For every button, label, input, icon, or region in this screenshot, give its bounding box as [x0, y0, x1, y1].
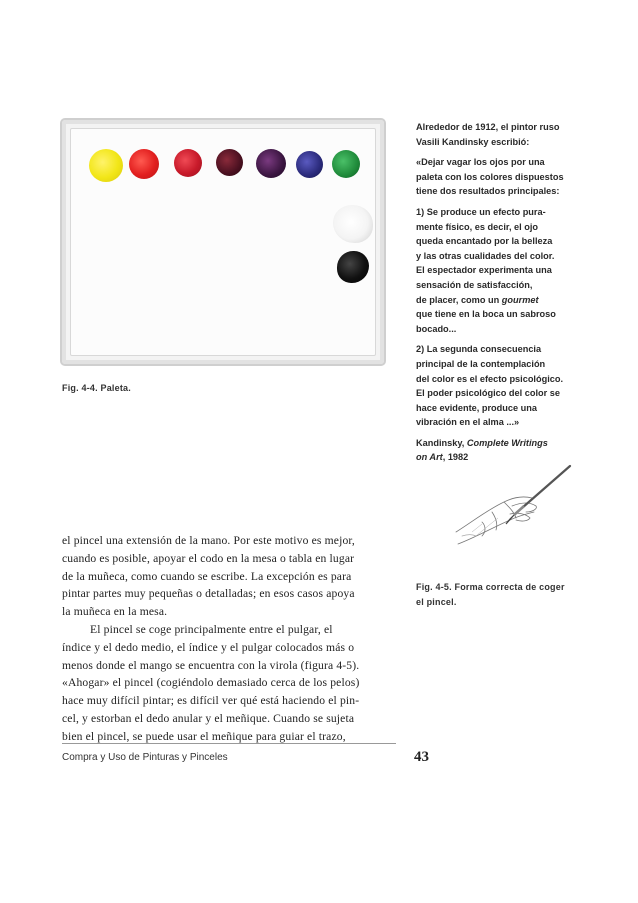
quote-source — [416, 436, 581, 465]
quote-c-line: principal de la contemplación — [416, 358, 546, 369]
source-title-1: Complete Writings — [466, 437, 548, 448]
paint-white — [333, 205, 373, 243]
text-line: menos donde el mango se encuentra con la virola (figura 4-5). — [62, 658, 360, 672]
quote-b-line: que tiene en la boca un sabroso — [416, 309, 556, 320]
hand-caption-line-2: el pincel. — [416, 597, 457, 607]
source-author: Kandinsky, — [416, 437, 467, 448]
quote-b-line: 1) Se produce un efecto pura- — [416, 206, 546, 217]
intro-line-1: Alrededor de 1912, el pintor ruso — [416, 122, 560, 132]
text-line: El pincel se coge principalmente entre el pulgar, el — [90, 622, 333, 636]
page-number: 43 — [414, 749, 429, 765]
paragraph-1 — [62, 532, 394, 621]
quote-intro — [416, 120, 581, 149]
intro-line-2: Vasili Kandinsky escribió: — [416, 136, 530, 147]
quote-b-line: de placer, como un — [416, 294, 502, 305]
quote-b-line: sensación de satisfacción, — [416, 279, 533, 290]
quote-point-1 — [416, 205, 581, 336]
quote-b-line: y las otras cualidades del color. — [416, 250, 555, 261]
quote-b-line: mente físico, es decir, el ojo — [416, 221, 539, 232]
quote-a-line: tiene dos resultados principales: — [416, 186, 560, 197]
quote-point-2 — [416, 342, 581, 430]
paint-red — [129, 149, 159, 179]
source-year: , 1982 — [442, 452, 469, 463]
footer-rule — [62, 743, 396, 744]
palette-caption: Fig. 4-4. Paleta. — [62, 383, 131, 393]
source-title-2: on Art — [416, 452, 443, 463]
paint-blue — [296, 151, 323, 178]
text-line: de la muñeca, como cuando se escribe. La excepción es para — [62, 569, 352, 583]
paint-yellow — [89, 149, 123, 182]
quote-c-line: vibración en el alma ...» — [416, 417, 520, 428]
hand-caption-line-1: Fig. 4-5. Forma correcta de coger — [416, 582, 565, 592]
text-line: hace muy difícil pintar; es difícil ver qué está haciendo el pin- — [62, 694, 360, 708]
text-line: «Ahogar» el pincel (cogiéndolo demasiado cerca de los pelos) — [62, 676, 360, 690]
text-line: bien el pincel, se puede usar el meñique para guiar el trazo, — [62, 729, 346, 743]
quote-c-line: El poder psicológico del color se — [416, 388, 560, 399]
paint-green — [332, 150, 360, 178]
quote-a-line: «Dejar vagar los ojos por una — [416, 157, 545, 168]
gourmet-emphasis: gourmet — [501, 294, 539, 305]
paragraph-2-cont — [62, 639, 394, 746]
text-line: índice y el dedo medio, el índice y el pulgar colocados más o — [62, 640, 355, 654]
text-line: el pincel una extensión de la mano. Por este motivo es mejor, — [62, 534, 355, 547]
quote-a-line: paleta con los colores dispuestos — [416, 171, 564, 182]
text-line: cel, y estorban el dedo anular y el meñique. Cuando se sujeta — [62, 711, 355, 725]
kandinsky-quote-sidebar — [416, 120, 581, 471]
paint-black — [337, 251, 369, 283]
brush-bristles — [506, 515, 514, 524]
text-line: la muñeca en la mesa. — [62, 605, 168, 619]
hand-caption — [416, 580, 565, 610]
text-line: pintar partes muy pequeñas o detalladas; en esos casos apoya — [62, 587, 355, 601]
quote-opening — [416, 155, 581, 199]
quote-b-line: bocado... — [416, 323, 457, 334]
paragraph-2 — [62, 621, 394, 639]
body-text — [62, 532, 394, 746]
text-line: cuando es posible, apoyar el codo en la mesa o tabla en lugar — [62, 551, 355, 565]
paint-purple — [256, 149, 286, 178]
palette-figure — [62, 120, 384, 364]
quote-b-line: El espectador experimenta una — [416, 265, 552, 276]
quote-c-line: del color es el efecto psicológico. — [416, 373, 564, 384]
hand-holding-brush-illustration — [452, 462, 572, 552]
palette-tray — [70, 128, 376, 356]
paint-maroon — [216, 149, 243, 176]
quote-b-line: queda encantado por la belleza — [416, 236, 553, 247]
paint-crimson — [174, 149, 202, 177]
quote-c-line: hace evidente, produce una — [416, 402, 538, 413]
quote-c-line: 2) La segunda consecuencia — [416, 344, 542, 355]
footer-book-title: Compra y Uso de Pinturas y Pinceles — [62, 752, 228, 763]
brush-handle — [522, 466, 570, 508]
